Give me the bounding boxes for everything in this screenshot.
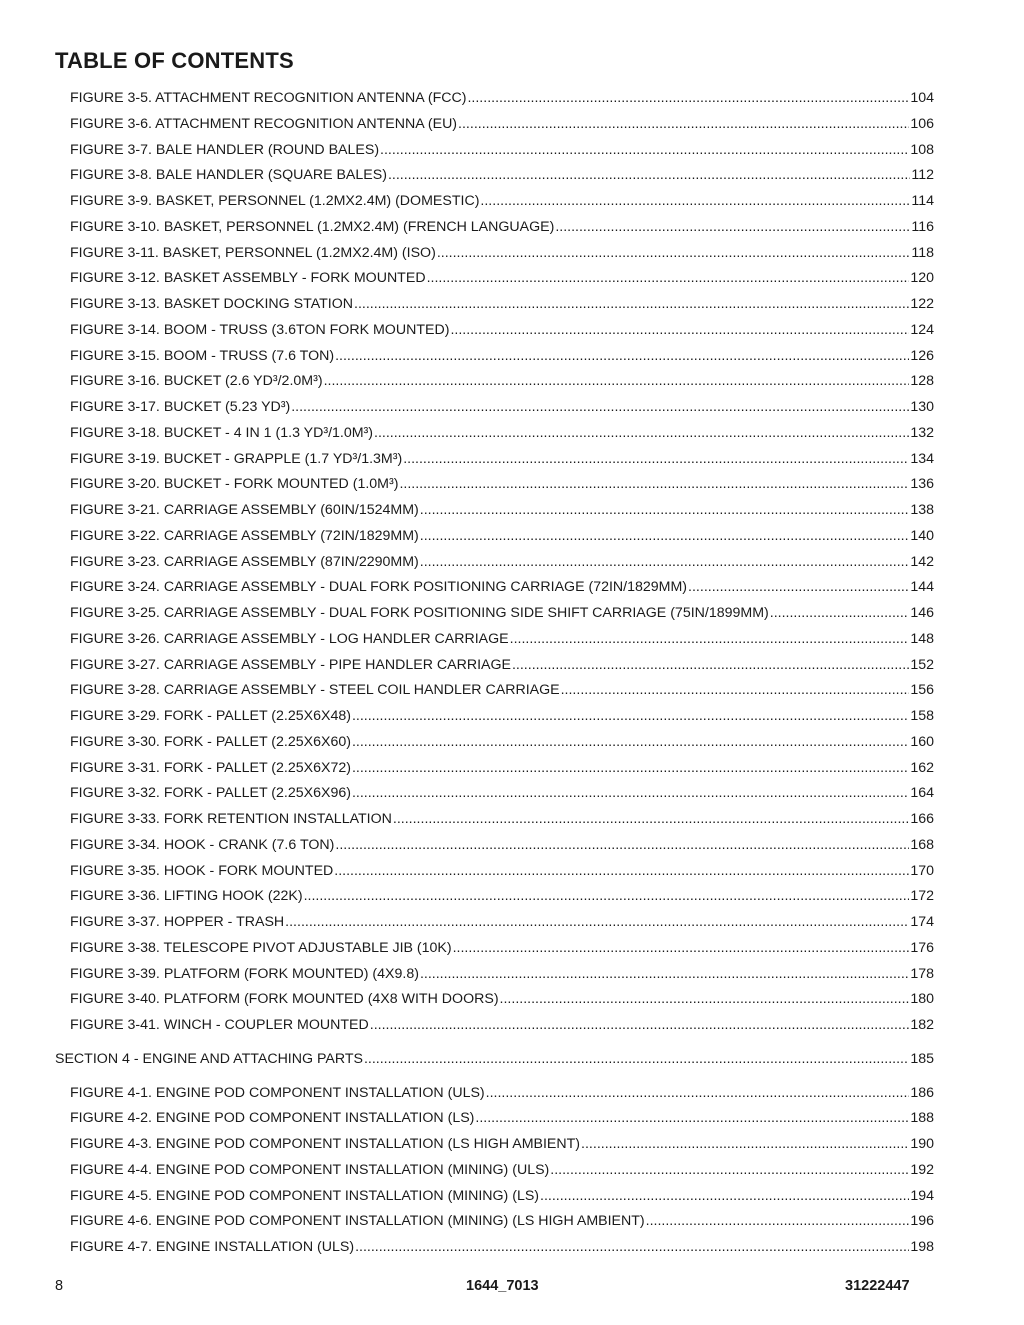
toc-entry-label: FIGURE 4-4. ENGINE POD COMPONENT INSTALLATION (MINING) (ULS) <box>70 1161 550 1178</box>
dot-leader <box>770 603 910 623</box>
toc-entry-label: FIGURE 3-27. CARRIAGE ASSEMBLY - PIPE HANDLER CARRIAGE <box>70 656 511 673</box>
dot-leader <box>540 1186 909 1206</box>
toc-entry-page: 186 <box>910 1084 934 1101</box>
dot-leader <box>364 1049 909 1069</box>
toc-entry-label: FIGURE 3-28. CARRIAGE ASSEMBLY - STEEL COIL HANDLER CARRIAGE <box>70 682 560 699</box>
toc-entry-page: 132 <box>910 424 934 441</box>
dot-leader <box>352 783 909 803</box>
toc-entry-label: FIGURE 3-40. PLATFORM (FORK MOUNTED (4X8 WITH DOORS) <box>70 991 499 1008</box>
toc-entry-page: 120 <box>910 270 934 287</box>
toc-entry-page: 194 <box>910 1187 934 1204</box>
toc-entry-label: FIGURE 4-1. ENGINE POD COMPONENT INSTALLATION (ULS) <box>70 1084 485 1101</box>
toc-entry-page: 172 <box>910 888 934 905</box>
toc-entry-page: 148 <box>910 630 934 647</box>
dot-leader <box>352 732 909 752</box>
toc-figure-entry[interactable] <box>70 680 934 700</box>
toc-entry-page: 160 <box>910 733 934 750</box>
toc-figure-entry[interactable] <box>70 989 934 1009</box>
dot-leader <box>354 294 909 314</box>
dot-leader <box>486 1083 910 1103</box>
toc-entry-page: 185 <box>910 1050 934 1067</box>
toc-entry-label: FIGURE 3-14. BOOM - TRUSS (3.6TON FORK MOUNTED) <box>70 321 450 338</box>
toc-entry-page: 180 <box>910 991 934 1008</box>
toc-figure-entry[interactable] <box>70 243 934 263</box>
toc-entry-label: FIGURE 4-7. ENGINE INSTALLATION (ULS) <box>70 1239 355 1255</box>
dot-leader <box>480 191 910 211</box>
toc-section-entry[interactable] <box>55 1049 934 1069</box>
dot-leader <box>510 629 910 649</box>
toc-entry-label: FIGURE 3-35. HOOK - FORK MOUNTED <box>70 862 334 879</box>
toc-entry-page: 128 <box>910 373 934 390</box>
toc-entry-page: 196 <box>910 1213 934 1230</box>
toc-entry-page: 142 <box>910 553 934 570</box>
toc-entry-label: FIGURE 3-5. ATTACHMENT RECOGNITION ANTENNA (FCC) <box>70 90 467 106</box>
toc-entry-label: FIGURE 3-38. TELESCOPE PIVOT ADJUSTABLE JIB (10K) <box>70 939 452 956</box>
dot-leader <box>467 88 909 108</box>
toc-entry-label: SECTION 4 - ENGINE AND ATTACHING PARTS <box>55 1050 363 1067</box>
dot-leader <box>334 861 909 881</box>
toc-figure-entry[interactable] <box>70 268 934 288</box>
toc-entry-page: 122 <box>910 296 934 312</box>
toc-entry-label: FIGURE 4-6. ENGINE POD COMPONENT INSTALLATION (MINING) (LS HIGH AMBIENT) <box>70 1213 645 1230</box>
toc-entry-page: 152 <box>910 656 934 673</box>
toc-figure-entry[interactable] <box>70 449 934 469</box>
toc-entry-page: 124 <box>910 321 934 338</box>
toc-entry-label: FIGURE 3-32. FORK - PALLET (2.25X6X96) <box>70 785 351 802</box>
dot-leader <box>420 500 910 520</box>
toc-entry-label: FIGURE 3-12. BASKET ASSEMBLY - FORK MOUNTED <box>70 270 426 287</box>
toc-entry-label: FIGURE 3-22. CARRIAGE ASSEMBLY (72IN/1829MM) <box>70 527 419 544</box>
toc-entry-label: FIGURE 3-16. BUCKET (2.6 YD³/2.0M³) <box>70 373 323 390</box>
toc-entry-label: FIGURE 3-39. PLATFORM (FORK MOUNTED) (4X9.8) <box>70 965 419 982</box>
toc-entry-label: FIGURE 3-25. CARRIAGE ASSEMBLY - DUAL FORK POSITIONING SIDE SHIFT CARRIAGE (75IN/1899MM) <box>70 605 769 621</box>
dot-leader <box>437 243 911 263</box>
toc-entry-page: 174 <box>910 914 934 930</box>
toc-figure-entry[interactable] <box>70 964 934 984</box>
dot-leader <box>427 268 910 288</box>
toc-entry-page: 112 <box>911 167 934 184</box>
toc-entry-page: 192 <box>910 1161 934 1178</box>
toc-entry-page: 178 <box>910 965 934 982</box>
toc-figure-entry[interactable] <box>70 886 934 906</box>
dot-leader <box>475 1108 909 1128</box>
toc-figure-entry[interactable] <box>70 629 934 649</box>
toc-figure-entry[interactable] <box>70 655 934 675</box>
dot-leader <box>285 912 909 932</box>
dot-leader <box>291 397 909 417</box>
toc-entry-label: FIGURE 3-34. HOOK - CRANK (7.6 TON) <box>70 836 335 853</box>
toc-entry-page: 156 <box>910 682 934 699</box>
toc-figure-entry[interactable] <box>70 1083 934 1103</box>
toc-entry-label: FIGURE 3-41. WINCH - COUPLER MOUNTED <box>70 1017 369 1033</box>
toc-figure-entry[interactable] <box>70 165 934 185</box>
toc-entry-page: 140 <box>910 527 934 544</box>
dot-leader <box>646 1211 910 1231</box>
toc-entry-label: FIGURE 3-13. BASKET DOCKING STATION <box>70 296 354 312</box>
dot-leader <box>688 577 909 597</box>
dot-leader <box>374 423 909 443</box>
toc-entry-label: FIGURE 3-18. BUCKET - 4 IN 1 (1.3 YD³/1.0M³) <box>70 424 374 441</box>
toc-entry-page: 176 <box>910 939 934 956</box>
toc-entry-label: FIGURE 3-29. FORK - PALLET (2.25X6X48) <box>70 708 351 724</box>
toc-figure-entry[interactable] <box>70 1134 934 1154</box>
dot-leader <box>370 1015 910 1035</box>
toc-figure-entry[interactable] <box>70 217 934 237</box>
toc-entry-label: FIGURE 4-2. ENGINE POD COMPONENT INSTALLATION (LS) <box>70 1110 475 1127</box>
toc-entry-label: FIGURE 3-7. BALE HANDLER (ROUND BALES) <box>70 141 380 158</box>
toc-figure-entry[interactable] <box>70 1015 934 1035</box>
toc-figure-entry[interactable] <box>70 912 934 932</box>
toc-figure-entry[interactable] <box>70 1186 934 1206</box>
dot-leader <box>355 1237 909 1257</box>
toc-figure-entry[interactable] <box>70 1211 934 1231</box>
toc-entry-label: FIGURE 3-19. BUCKET - GRAPPLE (1.7 YD³/1.3M³) <box>70 450 403 467</box>
toc-figure-entry[interactable] <box>70 938 934 958</box>
toc-figure-entry[interactable] <box>70 397 934 417</box>
footer-page-number: 8 <box>55 1278 64 1294</box>
toc-figure-entry[interactable] <box>70 861 934 881</box>
toc-entry-page: 138 <box>910 502 934 518</box>
toc-entry-page: 134 <box>910 450 934 467</box>
toc-figure-entry[interactable] <box>70 603 934 623</box>
toc-figure-entry[interactable] <box>70 1160 934 1180</box>
toc-entry-label: FIGURE 3-6. ATTACHMENT RECOGNITION ANTENNA (EU) <box>70 115 458 132</box>
toc-entry-page: 116 <box>911 218 934 235</box>
toc-figure-entry[interactable] <box>70 758 934 778</box>
toc-entry-page: 130 <box>910 399 934 415</box>
toc-entry-page: 188 <box>910 1110 934 1127</box>
toc-entry-page: 118 <box>911 244 934 261</box>
dot-leader <box>581 1134 909 1154</box>
toc-entry-label: FIGURE 3-20. BUCKET - FORK MOUNTED (1.0M³) <box>70 476 399 493</box>
toc-figure-entry[interactable] <box>70 835 934 855</box>
toc-figure-entry[interactable] <box>70 1237 934 1257</box>
toc-figure-entry[interactable] <box>70 423 934 443</box>
toc-figure-entry[interactable] <box>70 88 934 108</box>
dot-leader <box>388 165 910 185</box>
toc-entry-page: 108 <box>910 141 934 158</box>
toc-figure-entry[interactable] <box>70 1108 934 1128</box>
toc-entry-page: 164 <box>910 785 934 802</box>
toc-figure-entry[interactable] <box>70 294 934 314</box>
toc-figure-entry[interactable] <box>70 474 934 494</box>
toc-figure-entry[interactable] <box>70 706 934 726</box>
toc-entry-page: 190 <box>910 1136 934 1152</box>
toc-entry-label: FIGURE 3-9. BASKET, PERSONNEL (1.2MX2.4M) (DOMESTIC) <box>70 193 480 209</box>
dot-leader <box>403 449 909 469</box>
toc-figure-entry[interactable] <box>70 371 934 391</box>
dot-leader <box>420 552 910 572</box>
dot-leader <box>458 114 909 134</box>
toc-entry-label: FIGURE 3-17. BUCKET (5.23 YD³) <box>70 399 291 415</box>
toc-entry-page: 170 <box>910 862 934 879</box>
dot-leader <box>352 706 909 726</box>
toc-entry-label: FIGURE 3-23. CARRIAGE ASSEMBLY (87IN/2290MM) <box>70 553 419 570</box>
page-title: TABLE OF CONTENTS <box>55 48 294 73</box>
toc-figure-entry[interactable] <box>70 320 934 340</box>
toc-figure-entry[interactable] <box>70 500 934 520</box>
toc-entry-page: 144 <box>910 579 934 596</box>
dot-leader <box>500 989 910 1009</box>
toc-entry-page: 136 <box>910 476 934 493</box>
toc-entry-page: 114 <box>911 193 934 209</box>
toc-entry-label: FIGURE 3-33. FORK RETENTION INSTALLATION <box>70 811 392 827</box>
dot-leader <box>304 886 910 906</box>
toc-entry-page: 162 <box>910 759 934 776</box>
dot-leader <box>453 938 910 958</box>
dot-leader <box>335 346 909 366</box>
dot-leader <box>420 964 909 984</box>
dot-leader <box>399 474 909 494</box>
dot-leader <box>512 655 909 675</box>
dot-leader <box>352 758 909 778</box>
toc-entry-label: FIGURE 3-15. BOOM - TRUSS (7.6 TON) <box>70 347 335 364</box>
toc-entry-page: 106 <box>910 115 934 132</box>
toc-entry-label: FIGURE 4-5. ENGINE POD COMPONENT INSTALLATION (MINING) (LS) <box>70 1187 540 1204</box>
toc-figure-entry[interactable] <box>70 114 934 134</box>
footer-doc-code: 1644_7013 <box>466 1278 539 1294</box>
toc-entry-label: FIGURE 3-30. FORK - PALLET (2.25X6X60) <box>70 733 351 750</box>
dot-leader <box>324 371 910 391</box>
dot-leader <box>561 680 910 700</box>
toc-figure-entry[interactable] <box>70 783 934 803</box>
toc-entry-label: FIGURE 3-31. FORK - PALLET (2.25X6X72) <box>70 759 351 776</box>
dot-leader <box>555 217 910 237</box>
toc-entry-label: FIGURE 3-26. CARRIAGE ASSEMBLY - LOG HANDLER CARRIAGE <box>70 630 509 647</box>
toc-figure-entry[interactable] <box>70 526 934 546</box>
dot-leader <box>550 1160 909 1180</box>
toc-figure-entry[interactable] <box>70 140 934 160</box>
toc-entry-label: FIGURE 3-21. CARRIAGE ASSEMBLY (60IN/1524MM) <box>70 502 419 518</box>
toc-figure-entry[interactable] <box>70 346 934 366</box>
toc-entry-label: FIGURE 3-37. HOPPER - TRASH <box>70 914 285 930</box>
toc-figure-entry[interactable] <box>70 191 934 211</box>
toc-entry-page: 168 <box>910 836 934 853</box>
toc-entry-label: FIGURE 3-11. BASKET, PERSONNEL (1.2MX2.4M) (ISO) <box>70 244 436 261</box>
toc-entry-label: FIGURE 3-36. LIFTING HOOK (22K) <box>70 888 303 905</box>
toc-entry-label: FIGURE 3-24. CARRIAGE ASSEMBLY - DUAL FORK POSITIONING CARRIAGE (72IN/1829MM) <box>70 579 688 596</box>
dot-leader <box>335 835 909 855</box>
toc-entry-page: 146 <box>910 605 934 621</box>
toc-figure-entry[interactable] <box>70 809 934 829</box>
toc-entry-page: 182 <box>910 1017 934 1033</box>
toc-entry-page: 198 <box>910 1239 934 1255</box>
toc-entry-label: FIGURE 4-3. ENGINE POD COMPONENT INSTALLATION (LS HIGH AMBIENT) <box>70 1136 581 1152</box>
dot-leader <box>420 526 910 546</box>
toc-entry-label: FIGURE 3-8. BALE HANDLER (SQUARE BALES) <box>70 167 387 184</box>
dot-leader <box>450 320 909 340</box>
footer-part-number: 31222447 <box>845 1278 910 1294</box>
toc-entry-page: 104 <box>910 90 934 106</box>
toc-entry-page: 166 <box>910 811 934 827</box>
toc-entry-label: FIGURE 3-10. BASKET, PERSONNEL (1.2MX2.4M) (FRENCH LANGUAGE) <box>70 218 555 235</box>
toc-figure-entry[interactable] <box>70 577 934 597</box>
toc-figure-entry[interactable] <box>70 552 934 572</box>
toc-entry-page: 158 <box>910 708 934 724</box>
dot-leader <box>393 809 909 829</box>
dot-leader <box>380 140 909 160</box>
toc-entry-page: 126 <box>910 347 934 364</box>
toc-figure-entry[interactable] <box>70 732 934 752</box>
